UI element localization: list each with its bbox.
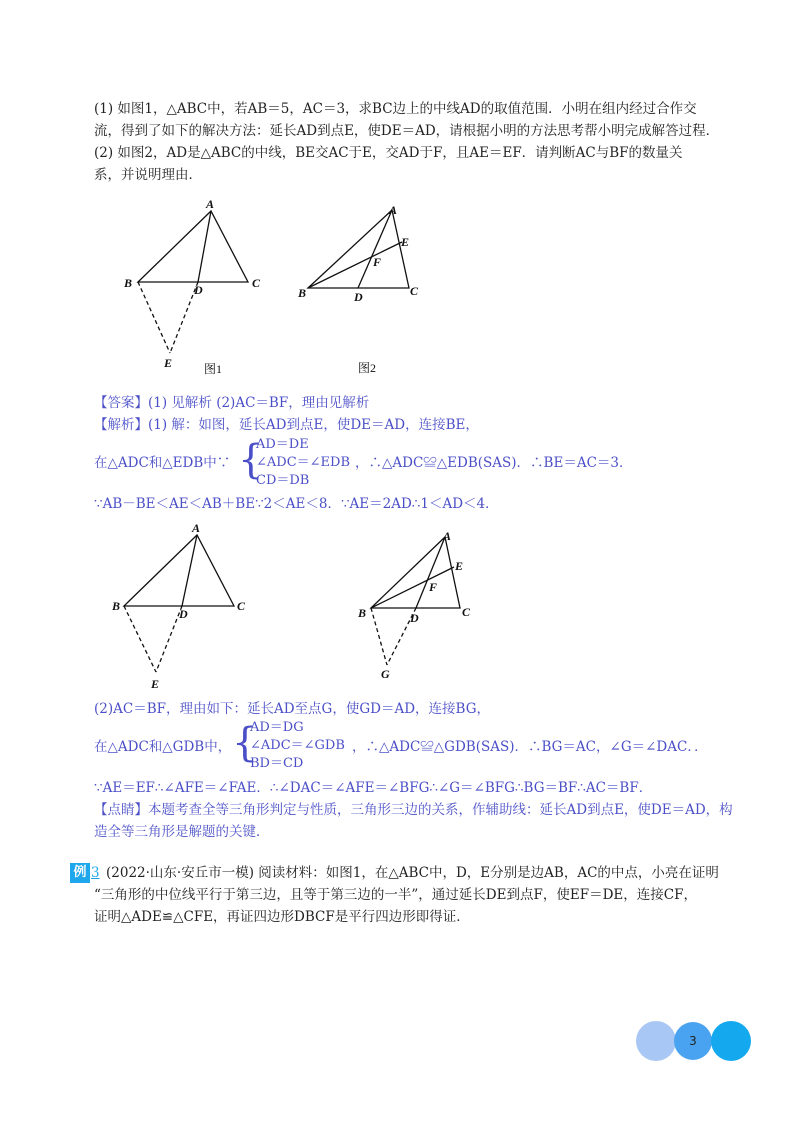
- label-c: C: [237, 599, 246, 613]
- label-b: B: [298, 286, 307, 300]
- label-f: F: [429, 580, 438, 594]
- problem-line: (2) 如图2，AD是△ABC的中线，BE交AC于E，交AD于F，且AE＝EF．请判断AC与BF的数量关: [94, 145, 683, 161]
- label-a: A: [206, 197, 215, 211]
- label-c: C: [462, 605, 471, 619]
- label-c: C: [252, 276, 261, 290]
- decor-circle: [636, 1021, 676, 1061]
- problem-line: (1) 如图1，△ABC中，若AB＝5，AC＝3，求BC边上的中线AD的取值范围．小明在组内经过合作交: [94, 101, 697, 117]
- part2-intro: (2)AC＝BF，理由如下：延长AD至点G，使GD＝AD，连接BG，: [94, 701, 490, 717]
- label-e: E: [151, 677, 160, 691]
- cond2-1: AD＝DG: [250, 720, 304, 735]
- figure-1: [118, 195, 278, 380]
- decor-circle: [711, 1021, 751, 1061]
- cond-3: CD＝DB: [256, 473, 310, 488]
- brace-glyph: {: [238, 437, 264, 483]
- cond2-3: BD＝CD: [250, 756, 304, 771]
- label-e: E: [164, 356, 173, 370]
- label-d: D: [410, 611, 419, 625]
- label-f: F: [373, 255, 382, 269]
- example-line: (2022·山东·安丘市一模) 阅读材料：如图1，在△ABC中，D，E分别是边AB，AC的中点，小亮在证明: [106, 865, 719, 881]
- problem-line: 流，得到了如下的解决方法：延长AD到点E，使DE＝AD，请根据小明的方法思考帮小明完成解答过程．: [94, 123, 720, 139]
- label-d: D: [194, 283, 203, 297]
- label-b: B: [358, 606, 367, 620]
- solution-intro: 【解析】(1) 解：如图，延长AD到点E，使DE＝AD，连接BE，: [94, 417, 479, 433]
- label-e: E: [401, 235, 410, 249]
- solution-figure-1: [104, 520, 264, 695]
- label-a: A: [443, 529, 452, 543]
- cond-prefix: 在△ADC和△EDB中∵: [94, 455, 231, 471]
- example-badge: 例: [70, 863, 90, 883]
- example-line: 证明△ADE≌△CFE，再证四边形DBCF是平行四边形即得证．: [94, 909, 470, 925]
- triangle-abc: [308, 210, 409, 288]
- label-b: B: [124, 276, 133, 290]
- label-b: B: [112, 599, 121, 613]
- problem-line: 系，并说明理由．: [94, 167, 202, 183]
- cond2-prefix: 在△ADC和△GDB中，: [94, 739, 232, 755]
- label-a: A: [389, 203, 398, 217]
- fig1-caption: 图1: [204, 362, 223, 376]
- cond-2: ∠ADC＝∠EDB: [256, 455, 351, 470]
- example-number: 3: [91, 865, 100, 881]
- label-d: D: [354, 290, 363, 304]
- label-g: G: [381, 667, 390, 681]
- cond-1: AD＝DE: [256, 437, 309, 452]
- inequality-line: ∵AB－BE＜AE＜AB＋BE∵2＜AE＜8．∵AE＝2AD∴1＜AD＜4．: [94, 496, 499, 512]
- segment-be: [308, 242, 402, 288]
- page-number: 3: [689, 1034, 697, 1048]
- label-c: C: [410, 284, 419, 298]
- label-d: D: [179, 607, 188, 621]
- comment-line: 【点睛】本题考查全等三角形判定与性质，三角形三边的关系，作辅助线：延长AD到点E，使DE＝AD，构: [94, 802, 733, 818]
- label-a: A: [192, 521, 201, 535]
- cond2-suffix: ，∴△ADC≌△GDB(SAS)．∴BG＝AC，∠G＝∠DAC．．: [352, 739, 708, 755]
- label-e: E: [455, 559, 464, 573]
- final-line: ∵AE＝EF∴∠AFE＝∠FAE．∴∠DAC＝∠AFE＝∠BFG∴∠G＝∠BFG∴BG＝BF∴AC＝BF．: [94, 780, 653, 796]
- example-line: “三角形的中位线平行于第三边，且等于第三边的一半”，通过延长DE到点F，使EF＝DE，连接CF，: [94, 887, 697, 903]
- fig2-caption: 图2: [358, 361, 377, 375]
- brace-glyph: {: [232, 720, 258, 766]
- triangle-abc: [138, 211, 248, 282]
- cond2-2: ∠ADC＝∠GDB: [250, 738, 345, 753]
- dashed-be: [138, 282, 170, 353]
- solution-figure-2: [356, 525, 486, 685]
- cond-suffix: ，∴△ADC≌△EDB(SAS)．∴BE＝AC＝3．: [355, 455, 633, 471]
- comment-line: 造全等三角形是解题的关键．: [94, 824, 270, 840]
- figure-2: [296, 200, 436, 380]
- answer-line: 【答案】(1) 见解析 (2)AC＝BF，理由见解析: [94, 395, 370, 411]
